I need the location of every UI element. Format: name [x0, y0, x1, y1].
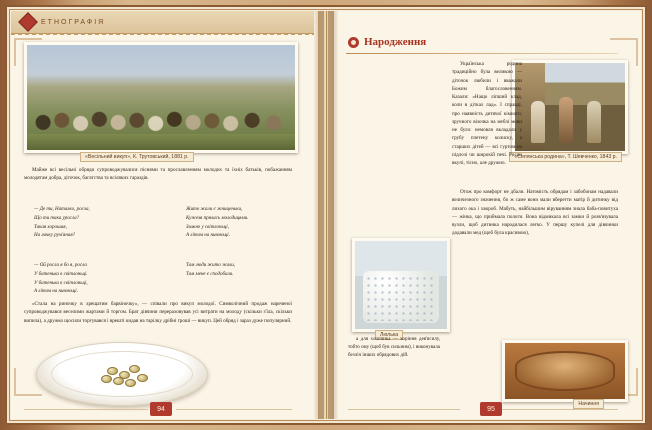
- folio-rule-left: [24, 409, 148, 410]
- right-paragraph-3-text: а для хлопчика — коріння дев'ясилу, тобто ому (щоб був сильним), і виконувала безліч інших обрядових дій.: [348, 337, 440, 359]
- tray-photograph: [502, 340, 628, 402]
- verse-line: У батенька в світлоньці,: [34, 280, 88, 286]
- folio-rule-left-2: [176, 409, 292, 410]
- coin: [125, 379, 136, 387]
- verse-right-2: [186, 262, 306, 280]
- verse-line: А літом на нивоньці.: [34, 289, 78, 295]
- verse-left-2: [34, 262, 164, 297]
- wedding-photograph: [24, 42, 298, 153]
- verse-line: Кужеля прялась молодицями.: [186, 215, 249, 221]
- verse-left-1: [34, 206, 164, 241]
- verse-line: Там люди жито жали,: [186, 263, 236, 268]
- photo-crowd-layer: [27, 86, 295, 138]
- red-dot-icon: [348, 37, 359, 48]
- photo-figure: [559, 97, 573, 143]
- photo-pattern-layer: [365, 275, 437, 321]
- left-paragraph-1-text: Майже всі весільні обряди супроводжувалися піснями та прославленням молодих та їхніх батьків, побажанням молодятам добра, діточок, багатства та всіляких гараздів.: [24, 167, 292, 182]
- left-paragraph-2-text: «Стала на риночку в хрещатим барвіночку», — співали про викуп молодої. Символічний продаж нареченої супроводжувався веселими жартами й торгом. Брат дівчини перераховував усі витрати на молоду (скільки з'їла, скільки випила), а дружко щосили торгувався і врешті кидав на тарілку дрібні гроші — викуп. Цей обряд і зараз дуже популярний.: [24, 301, 292, 324]
- plate-with-coins: [36, 342, 208, 406]
- verse-line: Що ти така уросла?: [34, 215, 80, 221]
- photo-figure: [531, 101, 545, 143]
- tray-photo-caption: Начиння: [573, 399, 604, 409]
- crib-photograph: [352, 238, 450, 332]
- verse-line: Зимою у світлоньці,: [186, 224, 229, 230]
- coin: [137, 374, 148, 382]
- section-heading: [348, 36, 426, 48]
- folio-rule-right: [348, 409, 460, 410]
- page-number-left: 94: [150, 402, 172, 416]
- verse-line: — Ой росла я бо я, росла: [34, 263, 87, 268]
- verse-line: Такая хорошая,: [34, 224, 67, 230]
- spine-line: [326, 11, 327, 419]
- verse-line: А літом на нивоньці.: [186, 233, 230, 239]
- photo-figure: [587, 101, 601, 143]
- coin: [129, 365, 140, 373]
- village-photo-caption: «Селянська родина», Т. Шевченко, 1843 р.: [509, 152, 622, 162]
- verse-line: У батенька в світлоньці.: [34, 271, 88, 277]
- diamond-icon: [18, 12, 38, 32]
- crib-photo-caption: Люлька: [375, 330, 403, 340]
- running-header: [11, 11, 314, 34]
- left-paragraph-2: [24, 300, 292, 328]
- right-paragraph-1: [452, 60, 522, 170]
- right-paragraph-2-text: Отож про комфорт не дбали. Натомість обрядам і забобонам надавали величезного значення, бо ж саме вони мали вберегти матір й дитинку від лихого ока і хвороб. Мабуть, найбільшим віруванням знала баба-повитуха — жінка, що приймала пологи. Вона відмикала всі замки й розв'язувала вузли, щоб дитинка народилася легко. У першу купелі для дівчинки додавали мед (щоб була красивою),: [452, 189, 618, 237]
- section-divider: [346, 53, 618, 54]
- verse-right-1: [186, 206, 306, 241]
- right-paragraph-3: [348, 336, 440, 363]
- right-paragraph-1-text: Українська родина традиційно була великою — діточок любили і вважали Божим благословенням. Казали: «Нащо ліпший клад, коли в дітках лад». І справді, про наявність дитячої кімнати, зручного візочка на меблі мови не було: немовля вкладали у грубу плетену колиску, а старших дітей — всі гуртом на підлозі чи широкій печі. Росли вкупі, тісно, але дружно.: [452, 61, 522, 166]
- coin: [107, 367, 118, 375]
- village-photograph: [512, 60, 628, 154]
- coin: [113, 377, 124, 385]
- page-number-right: 95: [480, 402, 502, 416]
- verse-line: Жито жали є жниценьки,: [186, 207, 243, 212]
- wedding-photo-caption: «Весільний викуп», К. Трутовський, 1881 р.: [80, 152, 194, 162]
- running-header-label: ЕТНОГРАФІЯ: [41, 18, 106, 26]
- coin: [101, 375, 112, 383]
- section-title: Народження: [364, 36, 427, 48]
- gutter-shadow-left: [314, 11, 324, 419]
- verse-line: Там мене є сподобали.: [186, 271, 234, 277]
- verse-line: На личку рум'яная?: [34, 233, 76, 239]
- gutter-shadow-right: [328, 11, 338, 419]
- right-paragraph-2: [452, 188, 618, 241]
- left-paragraph-1: [24, 166, 292, 186]
- photo-ground-layer: [27, 134, 295, 150]
- folio-rule-right-2: [488, 409, 618, 410]
- verse-line: — Де ти, Наталко, росла,: [34, 207, 90, 212]
- header-divider: [11, 33, 314, 35]
- photo-bowl-layer: [515, 351, 615, 391]
